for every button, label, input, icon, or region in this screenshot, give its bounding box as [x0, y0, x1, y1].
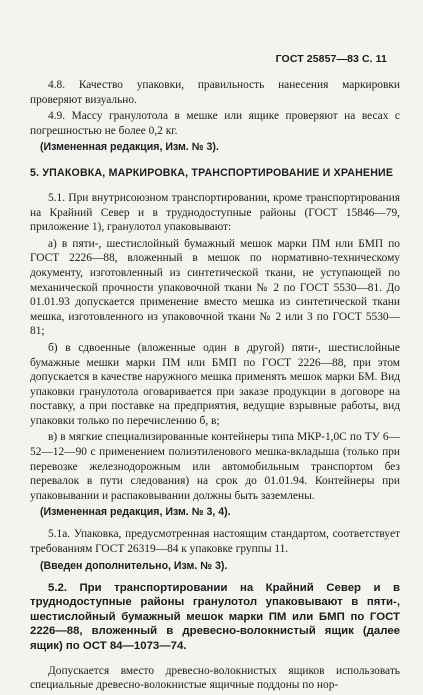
- paragraph-5-1-v: в) в мягкие специализированные контейнеры типа МКР-1,0С по ТУ 6—52—12—90 с применением полиэтиленового мешка-вкладыша (только при перевозке железнодорожным или автомобильным транспортом без перевалок в пути следования) на срок до 01.01.94. Контейнеры при упаковывании и распаковывании должны быть заземлены.: [30, 431, 400, 502]
- amendment-note: (Измененная редакция, Изм. № 3).: [40, 141, 219, 154]
- paragraph-4-9: 4.9. Массу гранулотола в мешке или ящике проверяют на весах с погрешностью не более 0,2 кг.: [30, 110, 400, 137]
- paragraph-5-1-b: б) в сдвоенные (вложенные один в другой) пяти-, шестислойные бумажные мешки марки ПМ или БМП по ГОСТ 2226—88, при этом допускается в качестве наружного мешка применять мешок марки БМ. Вид упаковки гранулотола оговаривается при заказе продукции в договоре на поставку, а при поставке на предприятия, ведущие взрывные работы, вид упаковки только по перечислению б, в;: [30, 341, 400, 427]
- paragraph-4-8: 4.8. Качество упаковки, правильность нанесения маркировки проверяют визуально.: [30, 79, 400, 106]
- paragraph-5-1a: 5.1а. Упаковка, предусмотренная настоящим стандартом, соответствует требованиям ГОСТ 26319—84 к упаковке группы 11.: [30, 528, 400, 556]
- amendment-note: (Введен дополнительно, Изм. № 3).: [40, 559, 228, 572]
- amendment-note: (Измененная редакция, Изм. № 3, 4).: [40, 506, 231, 519]
- paragraph-5-2-continued: Допускается вместо древесно-волокнистых ящиков использовать специальные древесно-волокнистые ящичные поддоны по нор-: [30, 664, 400, 692]
- paragraph-5-1: 5.1. При внутрисоюзном транспортировании, кроме транспортирования на Крайний Север и в труднодоступные районы (ГОСТ 15846—79, приложение 1), гранулотол упаковывают:: [30, 191, 400, 234]
- section-heading: 5. УПАКОВКА, МАРКИРОВКА, ТРАНСПОРТИРОВАНИЕ И ХРАНЕНИЕ: [30, 167, 394, 180]
- paragraph-5-2: 5.2. При транспортировании на Крайний Север и в труднодоступные районы гранулотол упаковывают в пяти-, шестислойный бумажный мешок марки ПМ или БМП по ГОСТ 2226—88, вложенный в древесно-волокнистый ящик (далее ящик) по ОСТ 84—1073—74.: [30, 581, 400, 652]
- page-header: ГОСТ 25857—83 С. 11: [275, 53, 387, 65]
- document-body: [30, 78, 400, 695]
- paragraph-5-1-a: а) в пяти-, шестислойный бумажный мешок марки ПМ или БМП по ГОСТ 2226—88, вложенный в мешок по нормативно-техническому документу, изготовленный из синтетической ткани, не уступающей по механической прочности упаковочной ткани № 2 по ГОСТ 5530—81. До 01.01.93 допускается применение вместо мешка из синтетической ткани мешка, изготовленного из упаковочной ткани № 2 или 3 по ГОСТ 5530—81;: [30, 237, 400, 338]
